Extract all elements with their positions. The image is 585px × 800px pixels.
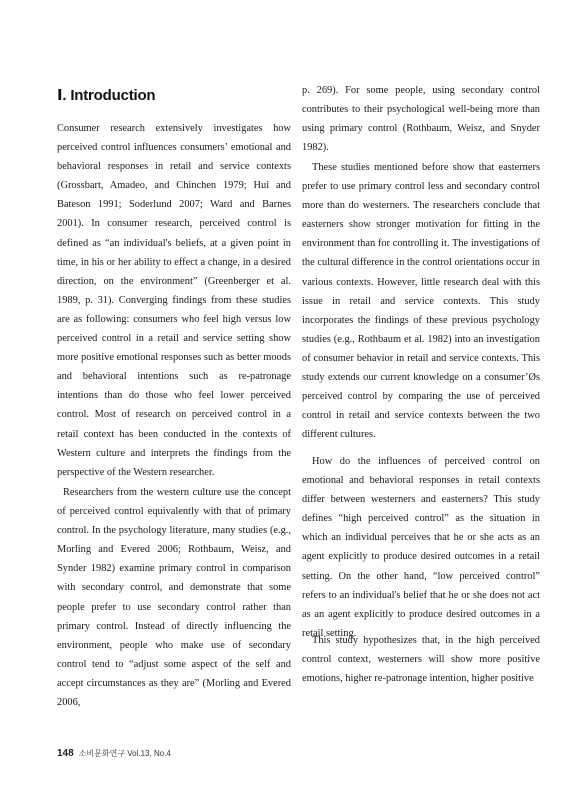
paragraph: Consumer research extensively investigates how perceived control influences consumers’ emotional and behavioral responses in retail and service contexts (Grossbart, Amadeo, and Chinchen 1979; Hui and Bateson 1991; Soderlund 2007; Ward and Barnes 2001). In consumer research, perceived control is defined as “an individual's beliefs, at a given point in time, in his or her ability to effect a change, in a desired direction, on the environment” (Greenberger et al. 1989, p. 31). Converging findings from these studies are as following: consumers who feel high versus low perceived control in a retail and service setting show more positive emotional responses such as better moods and behavioral intentions such as re-patronage intentions than do those who feel lower perceived control. Most of research on perceived control in a retail context has been conducted in the contexts of Western culture and interprets the findings from the perspective of the Western researcher. (57, 123, 291, 478)
paragraph: How do the influences of perceived control on emotional and behavioral responses in retail contexts differ between westerners and easterners? This study defines “high perceived control” as the situation in which an individual perceives that he or she acts as an agent explicitly to produce desired outcomes in a retail setting. On the other hand, “low perceived control” refers to an individual's belief that he or she does not act as an agent explicitly to produce desired outcomes in a retail setting. (302, 456, 540, 639)
paragraph: These studies mentioned before show that easterners prefer to use primary control less and secondary control more than do westerners. The researchers conclude that easterners show stronger motivation for fitting in the environment than for controlling it. The investigations of the cultural difference in the control orientations occur in various contexts. However, little research deal with this issue in retail and service contexts. This study incorporates the findings of these previous psychology studies (e.g., Rothbaum et al. 1982) into an investigation of consumer behavior in retail and service contexts. This study extends our current knowledge on a consumer’Øs perceived control by comparing the use of perceived control in retail and service contexts between the two different cultures. (302, 162, 540, 441)
paragraph: Researchers from the western culture use the concept of perceived control equivalently with that of primary control. In the psychology literature, many studies (e.g., Morling and Evered 2006; Rothbaum, Weisz, and Synder 1982) examine primary control in comparison with secondary control, and demonstrate that some people prefer to use secondary control rather than primary control. Instead of directly influencing the environment, people who make use of secondary control tend to “adjust some aspect of the self and accept circumstances as they are” (Morling and Evered 2006, (57, 487, 291, 709)
section-heading: Ⅰ. Introduction (57, 87, 156, 104)
journal-info: 소비문화연구 Vol.13, No.4 (78, 749, 171, 758)
page-footer (57, 748, 171, 759)
paragraph: p. 269). For some people, using secondary control contributes to their psychological well-being more than using primary control (Rothbaum, Weisz, and Snyder 1982). (302, 85, 540, 154)
paragraph: This study hypothesizes that, in the high perceived control context, westerners will show more positive emotions, higher re-patronage intention, higher positive (302, 635, 540, 685)
page-number: 148 (57, 748, 74, 759)
